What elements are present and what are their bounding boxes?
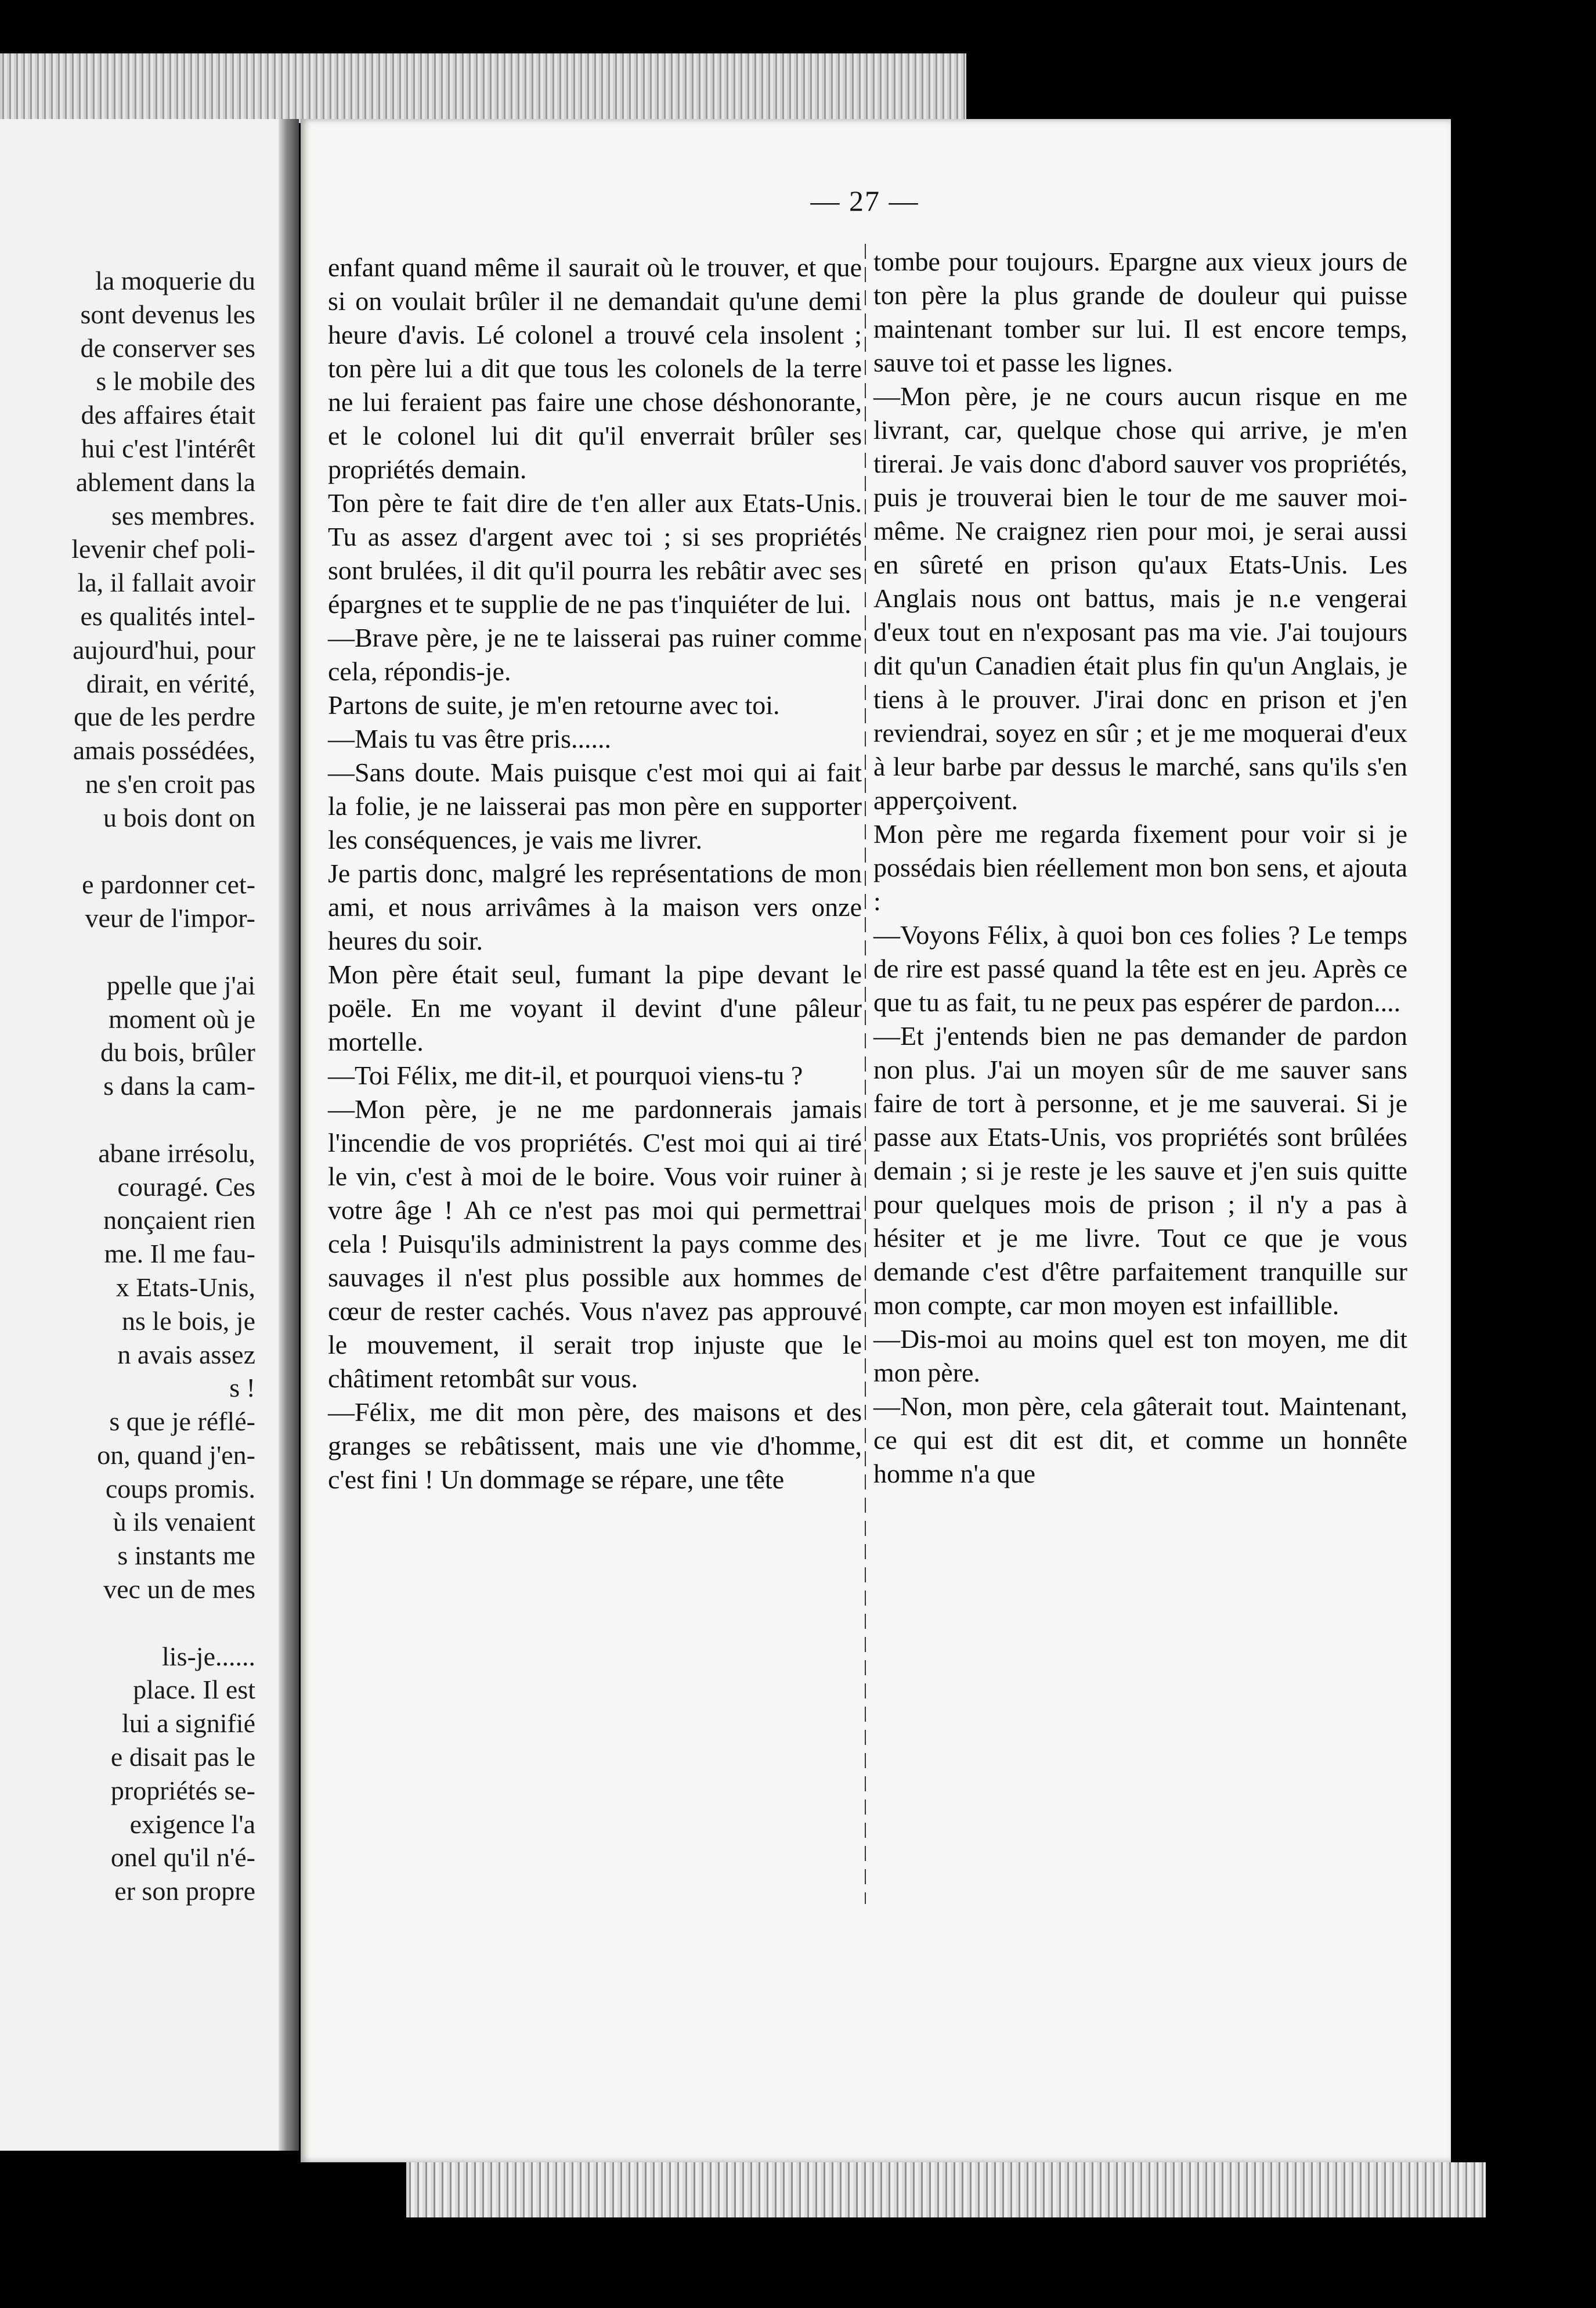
page-number: — 27 — (810, 185, 919, 217)
left-page-line: des affaires était (81, 400, 255, 430)
left-page-line: ù ils venaient (113, 1507, 255, 1537)
paragraph: —Mon père, je ne cours aucun risque en me livrant, car, quelque chose qui arrive, je m'en tirerai. Je vais donc d'abord sauver vos propriétés, puis je trouverai bien le tour de me sauver moi-même. Ne craignez rien pour moi, je serai aussi en sûreté en prison qu'aux Etats-Unis. Les Anglais nous ont battus, mais je n.e vengerai d'eux tout en n'exposant pas ma vie. J'ai toujours dit qu'un Canadien était plus fin qu'un Anglais, je tiens à le prouver. J'irai donc en prison et j'en reviendrai, soyez en sûr ; et je me moquerai d'eux à leur barbe par dessus le marché, sans qu'ils s'en apperçoivent. (873, 381, 1407, 815)
left-page-line (0, 835, 255, 868)
left-page-line: du bois, brûler (100, 1037, 255, 1068)
left-page-line: veur de l'impor- (85, 903, 255, 933)
paragraph: Je partis donc, malgré les représentations de mon ami, et nous arrivâmes à la maison vers onze heures du soir. (328, 859, 862, 955)
left-page-line: u bois dont on (103, 802, 255, 832)
left-page-line: la, il fallait avoir (77, 568, 255, 598)
paragraph: Partons de suite, je m'en retourne avec toi. (328, 690, 780, 720)
left-page-line: hui c'est l'intérêt (81, 433, 255, 463)
left-page-line: e disait pas le (110, 1742, 255, 1772)
left-page-line: vec un de mes (103, 1574, 255, 1604)
paragraph: —Brave père, je ne te laisserai pas ruiner comme cela, répondis-je. (328, 623, 862, 686)
left-page-line: lui a signifié (122, 1708, 255, 1739)
left-page-line: es qualités intel- (80, 601, 255, 631)
left-page-line: e pardonner cet- (82, 870, 255, 900)
scan-edge-top (0, 53, 966, 123)
left-page-line: moment où je (109, 1004, 255, 1034)
left-page-line: la moquerie du (95, 266, 255, 295)
book-gutter (279, 119, 299, 2151)
paragraph: —Sans doute. Mais puisque c'est moi qui ai fait la folie, je ne laisserai pas mon père en supporter les conséquences, je vais me livrer. (328, 758, 862, 854)
left-page-line: onel qu'il n'é- (110, 1842, 255, 1873)
paragraph: Ton père te fait dire de t'en aller aux Etats-Unis. Tu as assez d'argent avec toi ; si ses propriétés sont brulées, il dit qu'il pourra les rebâtir avec ses épargnes et te supplie de ne pas t'inquiéter de lui. (328, 488, 862, 619)
left-page-text (0, 264, 255, 1908)
left-page (0, 119, 279, 2151)
paragraph: Mon père me regarda fixement pour voir si je possédais bien réellement mon bon sens, et ajouta : (873, 819, 1407, 916)
left-page-line (0, 1103, 255, 1137)
paragraph: —Félix, me dit mon père, des maisons et des granges se rebâtissent, mais une vie d'homme, c'est fini ! Un dommage se répare, une tête (328, 1397, 862, 1494)
paragraph: enfant quand même il saurait où le trouver, et que si on voulait brûler il ne demandait qu'une demi heure d'avis. Lé colonel a trouvé cela insolent ; ton père lui a dit que tous les colonels de la terre ne lui feraient pas faire une chose déshonorante, et le colonel lui dit qu'il enverrait brûler ses propriétés demain. (328, 253, 862, 484)
left-page-line: s instants me (117, 1541, 255, 1571)
left-page-line: n avais assez (117, 1339, 255, 1369)
paragraph: Mon père était seul, fumant la pipe devant le poële. En me voyant il devint d'une pâleur mortelle. (328, 960, 862, 1056)
paragraph: —Et j'entends bien ne pas demander de pardon non plus. J'ai un moyen sûr de me sauver sans faire de tort à personne, et je me sauverai. Si je passe aux Etats-Unis, vos propriétés sont brûlées demain ; si je reste je les sauve et j'en suis quitte pour quelques mois de prison ; il n'y a pas à hésiter et je me livre. Tout ce que je vous demande c'est d'être parfaitement tranquille sur mon compte, car mon moyen est infaillible. (873, 1021, 1407, 1320)
left-page-line: amais possédées, (73, 735, 255, 766)
left-page-line: s le mobile des (96, 366, 255, 396)
paragraph: —Toi Félix, me dit-il, et pourquoi viens-tu ? (328, 1061, 803, 1090)
left-page-line (0, 935, 255, 969)
left-page-line: x Etats-Unis, (115, 1272, 255, 1302)
text-column-1 (328, 251, 862, 1496)
left-page-line: coups promis. (105, 1473, 255, 1503)
left-page-line: couragé. Ces (117, 1171, 255, 1202)
left-page-line: s que je réflé- (109, 1407, 255, 1437)
left-page-line: exigence l'a (129, 1809, 255, 1839)
left-page-line: abane irrésolu, (98, 1138, 255, 1168)
paragraph: —Non, mon père, cela gâterait tout. Maintenant, ce qui est dit est dit, et comme un honnête homme n'a que (873, 1391, 1407, 1488)
left-page-line: nonçaient rien (103, 1205, 255, 1235)
left-page-line: ns le bois, je (122, 1306, 255, 1336)
left-page-line: propriétés se- (110, 1775, 255, 1805)
left-page-line: s ! (229, 1373, 255, 1403)
left-page-line (0, 1606, 255, 1640)
left-page-line: er son propre (114, 1876, 255, 1906)
left-page-line: ne s'en croit pas (85, 769, 255, 799)
paragraph: —Mon père, je ne me pardonnerais jamais l'incendie de vos propriétés. C'est moi qui ai tiré le vin, c'est à moi de le boire. Vous voir ruiner à votre âge ! Ah ce n'est pas moi qui permettrai cela ! Puisqu'ils administrent la pays comme des sauvages il n'est plus possible aux hommes de cœur de rester cachés. Vous n'avez pas approuvé le mouvement, il serait trop injuste que le châtiment retombât sur vous. (328, 1094, 862, 1393)
paragraph: tombe pour toujours. Epargne aux vieux jours de ton père la plus grande de douleur qui puisse maintenant tomber sur lui. Il est encore temps, sauve toi et passe les lignes. (873, 247, 1407, 377)
left-page-line: sont devenus les (80, 299, 255, 329)
left-page-line: ppelle que j'ai (106, 970, 255, 1000)
left-page-line: place. Il est (133, 1675, 255, 1705)
scan-edge-bottom (406, 2162, 1486, 2217)
left-page-line: ses membres. (111, 500, 255, 531)
text-column-2 (873, 245, 1407, 1491)
left-page-line: que de les perdre (74, 702, 255, 732)
left-page-line: lis-je...... (162, 1641, 255, 1671)
left-page-line: levenir chef poli- (71, 534, 255, 564)
left-page-line: ablement dans la (75, 467, 255, 497)
paragraph: —Dis-moi au moins quel est ton moyen, me dit mon père. (873, 1324, 1407, 1387)
left-page-line: dirait, en vérité, (86, 668, 255, 698)
paragraph: —Mais tu vas être pris...... (328, 724, 612, 753)
left-page-line: s dans la cam- (103, 1071, 255, 1101)
left-page-line: de conserver ses (80, 333, 255, 363)
left-page-line: on, quand j'en- (97, 1440, 255, 1470)
left-page-line: me. Il me fau- (104, 1239, 255, 1269)
paragraph: —Voyons Félix, à quoi bon ces folies ? Le temps de rire est passé quand la tête est en jeu. Après ce que tu as fait, tu ne peux pas espérer de pardon.... (873, 920, 1407, 1017)
left-page-line: aujourd'hui, pour (73, 634, 255, 665)
column-divider (865, 244, 866, 1904)
